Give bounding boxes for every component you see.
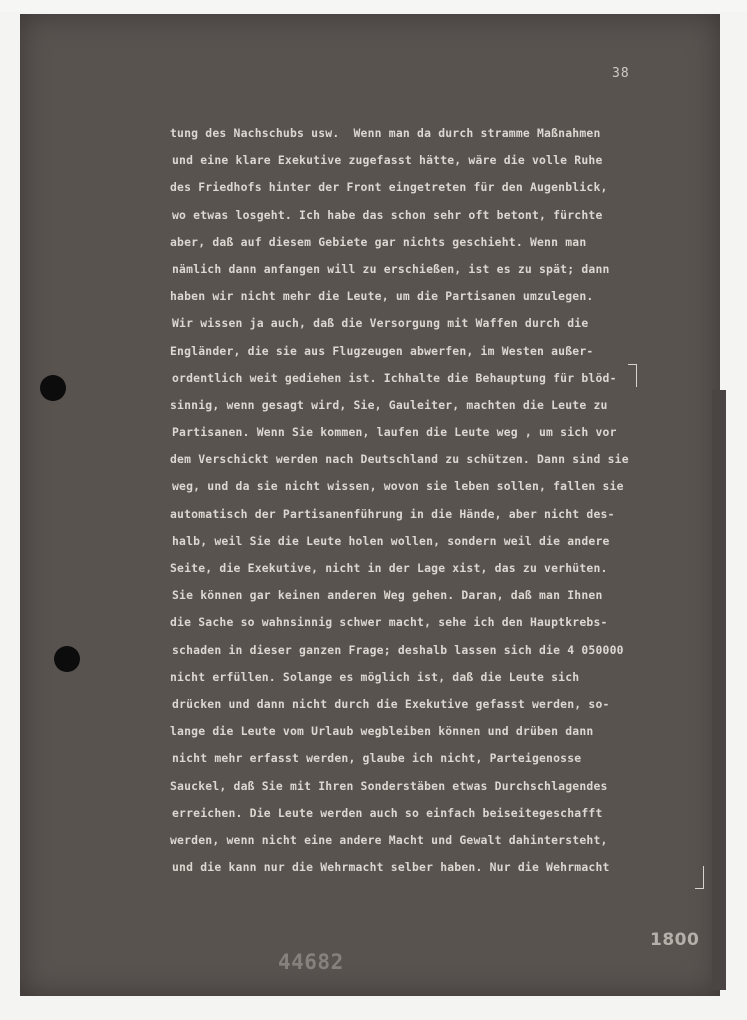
text-line: schaden in dieser ganzen Frage; deshalb lassen sich die 4 050000 bbox=[172, 642, 624, 657]
text-line: lange die Leute vom Urlaub wegbleiben können und drüben dann bbox=[170, 724, 594, 739]
text-line: dem Verschickt werden nach Deutschland zu schützen. Dann sind sie bbox=[170, 452, 629, 467]
text-line: erreichen. Die Leute werden auch so einfach beiseitegeschafft bbox=[172, 805, 603, 820]
punch-hole-top bbox=[40, 375, 66, 401]
typed-text-body bbox=[172, 120, 692, 881]
text-line: Partisanen. Wenn Sie kommen, laufen die Leute weg , um sich vor bbox=[172, 425, 617, 440]
text-line: und die kann nur die Wehrmacht selber haben. Nur die Wehrmacht bbox=[172, 860, 610, 875]
pencil-bracket-start bbox=[628, 364, 637, 387]
text-line: nicht erfüllen. Solange es möglich ist, daß die Leute sich bbox=[170, 669, 580, 684]
text-line: wo etwas losgeht. Ich habe das schon sehr oft betont, fürchte bbox=[172, 207, 603, 222]
archive-number: 1800 bbox=[650, 930, 700, 950]
text-line: Wir wissen ja auch, daß die Versorgung mit Waffen durch die bbox=[172, 316, 589, 331]
text-line: aber, daß auf diesem Gebiete gar nichts geschieht. Wenn man bbox=[170, 234, 587, 249]
text-line: Seite, die Exekutive, nicht in der Lage xist, das zu verhüten. bbox=[170, 561, 608, 575]
text-line: Sie können gar keinen anderen Weg gehen. Daran, daß man Ihnen bbox=[172, 588, 603, 603]
page-number: 38 bbox=[612, 66, 630, 81]
punch-hole-bottom bbox=[54, 646, 80, 672]
scan-frame-top bbox=[0, 0, 747, 12]
text-line: die Sache so wahnsinnig schwer macht, sehe ich den Hauptkrebs- bbox=[170, 615, 608, 630]
text-line: nämlich dann anfangen will zu erschießen, ist es zu spät; dann bbox=[172, 261, 610, 276]
pencil-bracket-end bbox=[695, 866, 704, 889]
text-line: Sauckel, daß Sie mit Ihren Sonderstäben etwas Durchschlagendes bbox=[170, 778, 608, 793]
text-line: halb, weil Sie die Leute holen wollen, sondern weil die andere bbox=[172, 533, 610, 548]
text-line: werden, wenn nicht eine andere Macht und Gewalt dahintersteht, bbox=[170, 832, 608, 847]
text-line: drücken und dann nicht durch die Exekutive gefasst werden, so- bbox=[172, 696, 610, 711]
text-line: nicht mehr erfasst werden, glaube ich nicht, Parteigenosse bbox=[172, 751, 582, 766]
text-line: ordentlich weit gediehen ist. Ichhalte die Behauptung für blöd- bbox=[172, 370, 617, 385]
text-line: des Friedhofs hinter der Front eingetreten für den Augenblick, bbox=[170, 180, 608, 195]
text-line: sinnig, wenn gesagt wird, Sie, Gauleiter, machten die Leute zu bbox=[170, 397, 608, 412]
document-id-stamp: 44682 bbox=[278, 950, 344, 974]
text-line: Engländer, die sie aus Flugzeugen abwerfen, im Westen außer- bbox=[170, 343, 594, 358]
text-line: und eine klare Exekutive zugefasst hätte, wäre die volle Ruhe bbox=[172, 153, 603, 168]
text-line: haben wir nicht mehr die Leute, um die Partisanen umzulegen. bbox=[170, 289, 594, 304]
text-line: tung des Nachschubs usw. Wenn man da durch stramme Maßnahmen bbox=[170, 126, 601, 140]
text-line: weg, und da sie nicht wissen, wovon sie leben sollen, fallen sie bbox=[172, 479, 624, 494]
page-edge-shadow bbox=[712, 390, 726, 990]
text-line: automatisch der Partisanenführung in die Hände, aber nicht des- bbox=[170, 506, 615, 521]
